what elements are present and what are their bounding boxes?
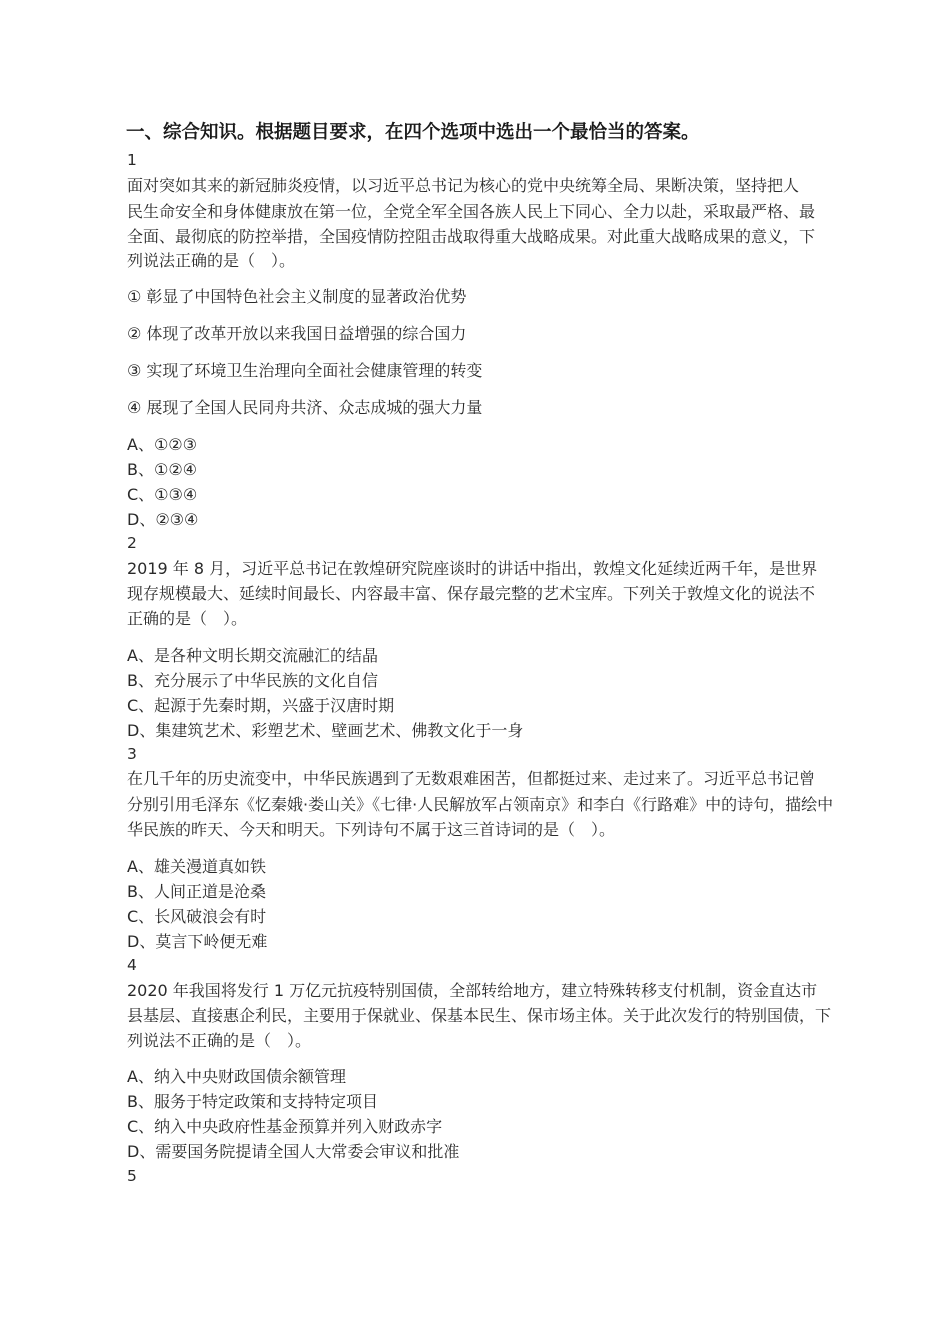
section-title: 一、综合知识。根据题目要求，在四个选项中选出一个最恰当的答案。	[126, 122, 700, 143]
question-stem-line: 列说法正确的是（ ）。	[127, 251, 296, 270]
question-stem-line: 2019 年 8 月，习近平总书记在敦煌研究院座谈时的讲话中指出，敦煌文化延续近两千年，是世界	[127, 559, 818, 578]
question-stem-line: 在几千年的历史流变中，中华民族遇到了无数艰难困苦，但都挺过来、走过来了。习近平总书记曾	[127, 769, 816, 788]
statement-item: ③ 实现了环境卫生治理向全面社会健康管理的转变	[127, 361, 483, 380]
answer-option: C、长风破浪会有时	[127, 907, 267, 926]
question-stem-line: 分别引用毛泽东《忆秦娥·娄山关》《七律·人民解放军占领南京》和李白《行路难》中的诗句，描绘中	[127, 795, 834, 814]
question-stem-line: 列说法不正确的是（ ）。	[127, 1031, 312, 1050]
answer-option: C、纳入中央政府性基金预算并列入财政赤字	[127, 1117, 443, 1136]
question-stem-line: 正确的是（ ）。	[127, 609, 248, 628]
question-number: 3	[127, 745, 137, 763]
answer-option: B、充分展示了中华民族的文化自信	[127, 671, 378, 690]
statement-item: ④ 展现了全国人民同舟共济、众志成城的强大力量	[127, 398, 483, 417]
answer-option: A、雄关漫道真如铁	[127, 857, 266, 876]
question-stem-line: 面对突如其来的新冠肺炎疫情，以习近平总书记为核心的党中央统筹全局、果断决策，坚持把人	[127, 176, 800, 195]
question-stem-line: 民生命安全和身体健康放在第一位，全党全军全国各族人民上下同心、全力以赴，采取最严格、最	[127, 202, 816, 221]
answer-option: A、纳入中央财政国债余额管理	[127, 1067, 346, 1086]
answer-option: C、起源于先秦时期，兴盛于汉唐时期	[127, 696, 395, 715]
question-stem-line: 全面、最彻底的防控举措，全国疫情防控阻击战取得重大战略成果。对此重大战略成果的意义，下	[127, 227, 816, 246]
answer-option: D、需要国务院提请全国人大常委会审议和批准	[127, 1142, 460, 1161]
question-number: 5	[127, 1167, 137, 1185]
question-stem-line: 华民族的昨天、今天和明天。下列诗句不属于这三首诗词的是（ ）。	[127, 820, 616, 839]
answer-option: C、①③④	[127, 485, 198, 504]
answer-option: A、①②③	[127, 435, 197, 454]
question-stem-line: 县基层、直接惠企利民，主要用于保就业、保基本民生、保市场主体。关于此次发行的特别国债，下	[127, 1006, 832, 1025]
answer-option: B、服务于特定政策和支持特定项目	[127, 1092, 378, 1111]
answer-option: D、集建筑艺术、彩塑艺术、壁画艺术、佛教文化于一身	[127, 721, 524, 740]
question-stem-line: 现存规模最大、延续时间最长、内容最丰富、保存最完整的艺术宝库。下列关于敦煌文化的说法不	[127, 584, 816, 603]
question-number: 4	[127, 956, 137, 974]
question-number: 2	[127, 534, 137, 552]
answer-option: D、莫言下岭便无难	[127, 932, 268, 951]
question-number: 1	[127, 151, 137, 169]
answer-option: B、①②④	[127, 460, 198, 479]
answer-option: D、②③④	[127, 510, 199, 529]
question-stem-line: 2020 年我国将发行 1 万亿元抗疫特别国债，全部转给地方，建立特殊转移支付机制，资金直达市	[127, 981, 818, 1000]
statement-item: ② 体现了改革开放以来我国日益增强的综合国力	[127, 324, 467, 343]
statement-item: ① 彰显了中国特色社会主义制度的显著政治优势	[127, 287, 467, 306]
answer-option: A、是各种文明长期交流融汇的结晶	[127, 646, 378, 665]
answer-option: B、人间正道是沧桑	[127, 882, 266, 901]
